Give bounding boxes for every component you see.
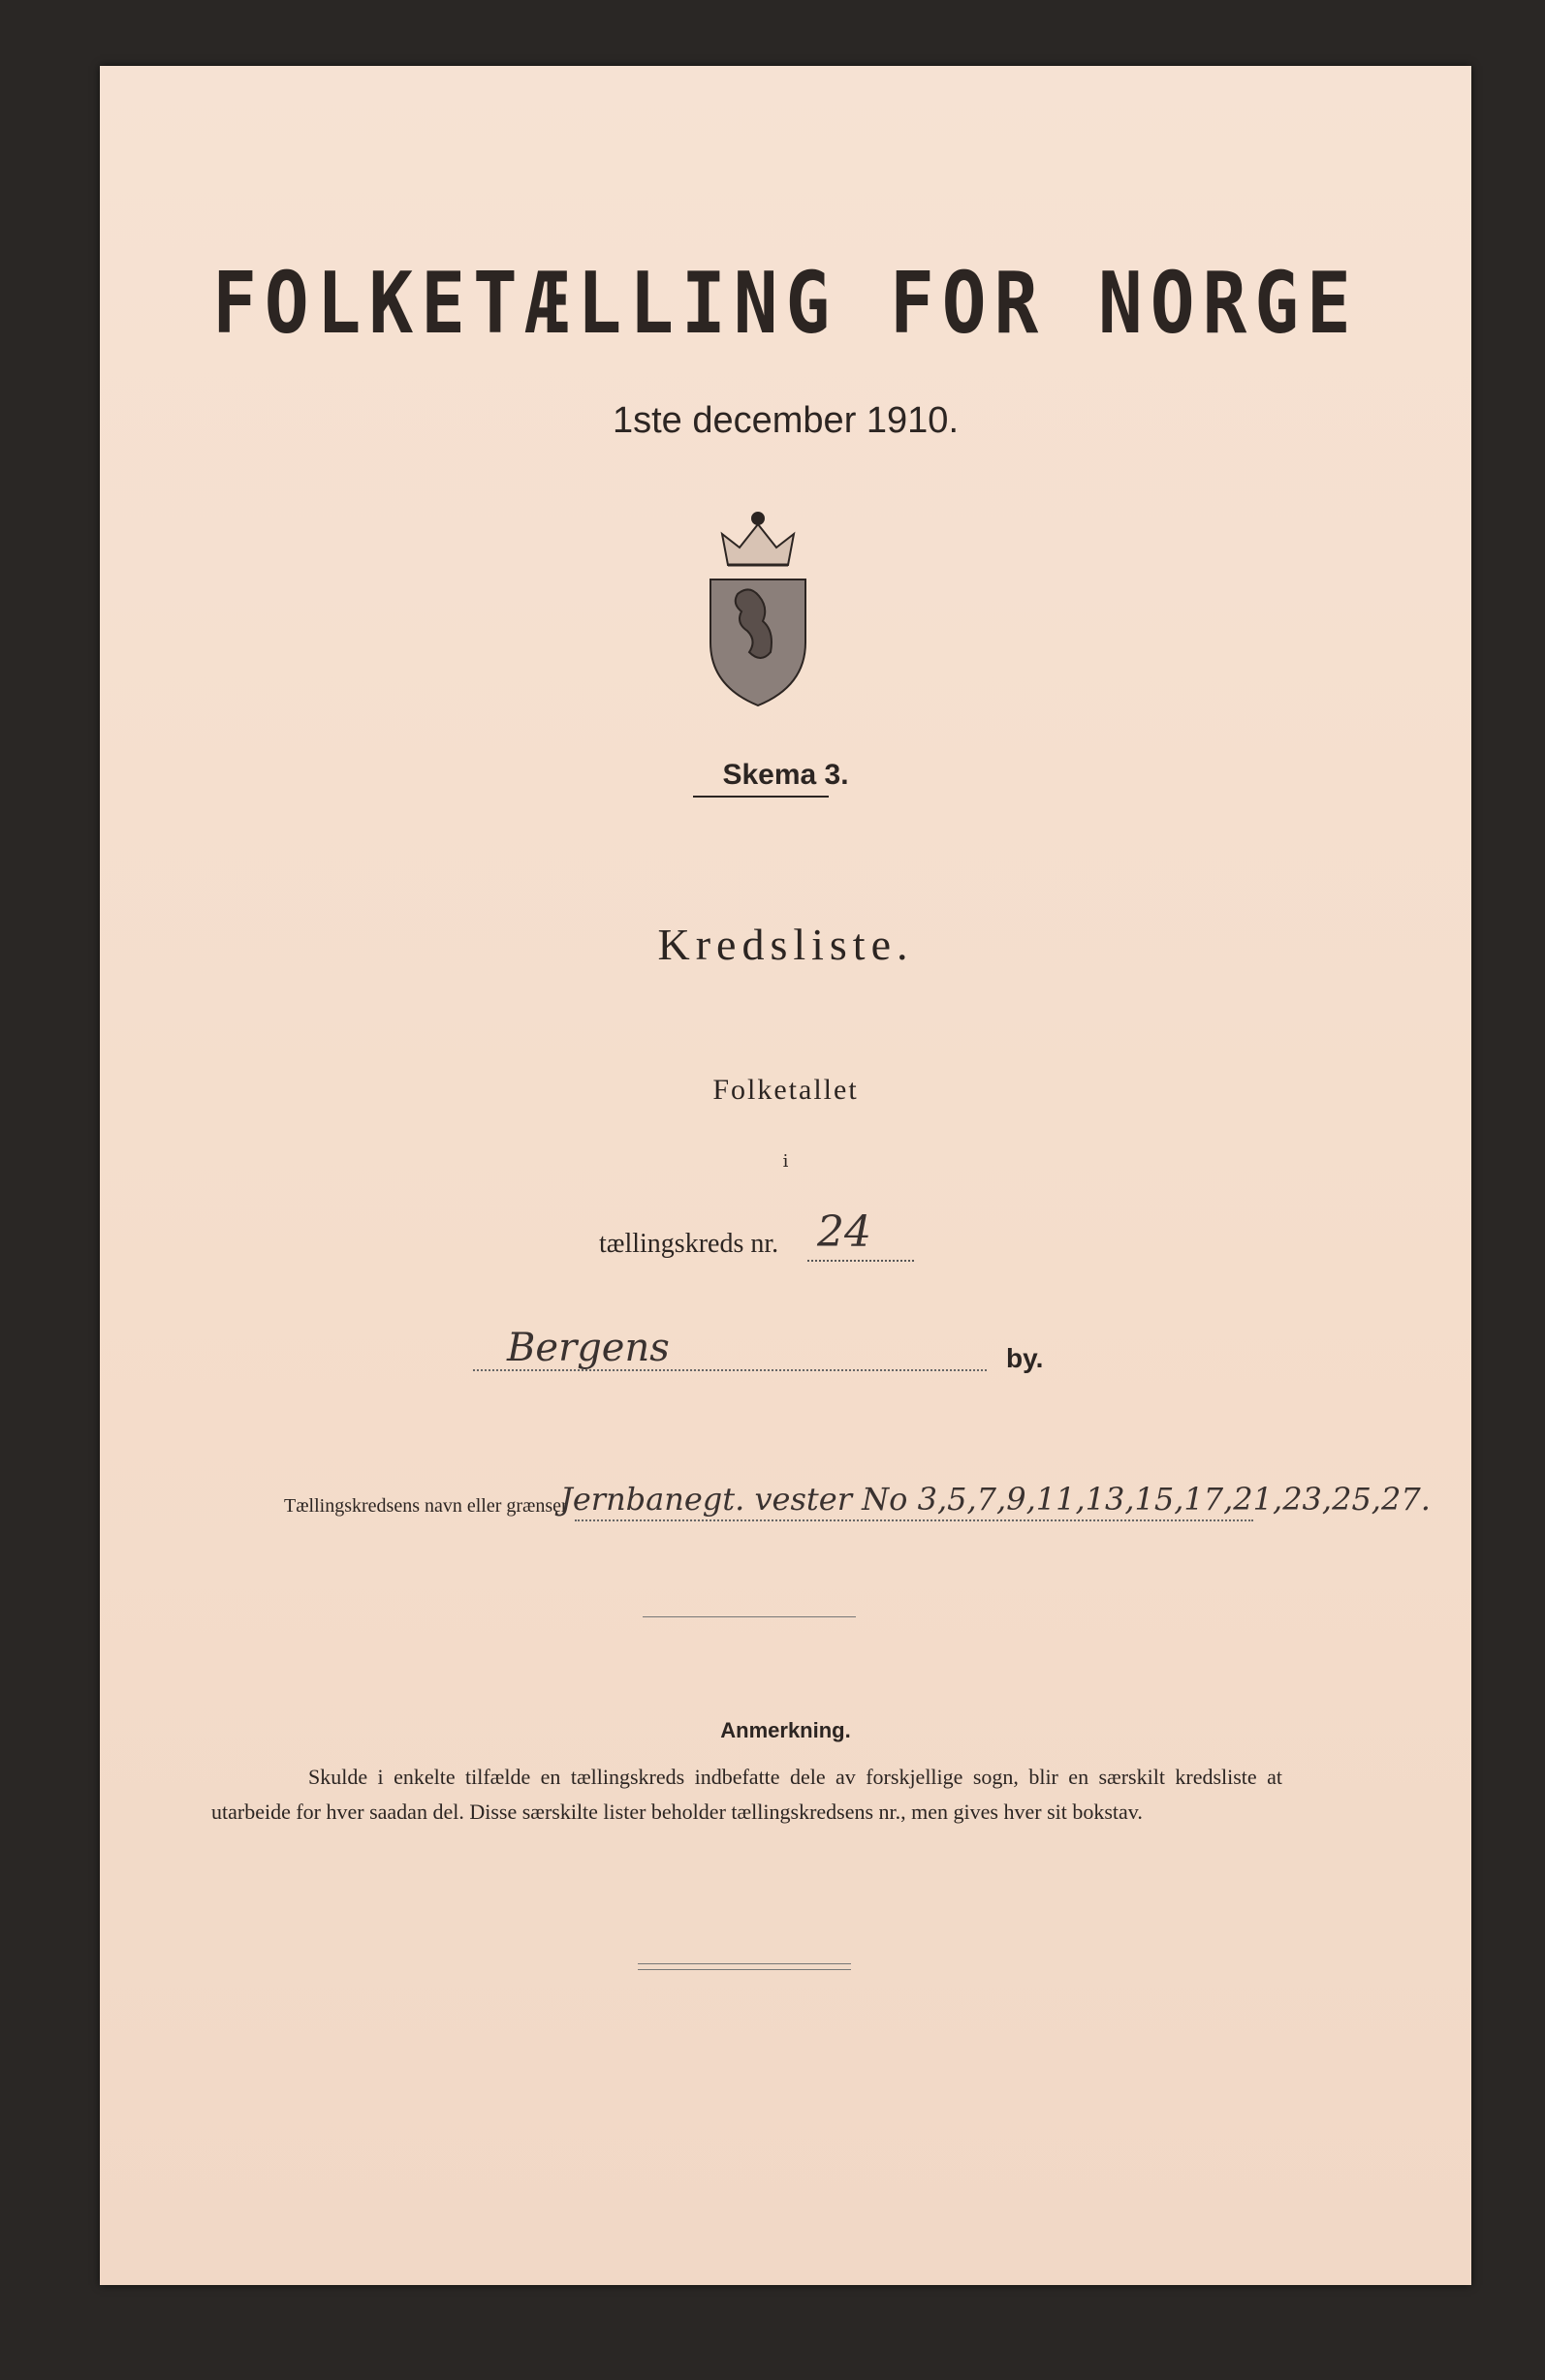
population-label: Folketallet (712, 1074, 859, 1106)
note-heading: Anmerkning. (720, 1718, 851, 1742)
norway-coat-of-arms-icon (699, 507, 817, 710)
census-date: 1ste december 1910. (612, 400, 959, 441)
boundary-value: Jernbanegt. vester No 3,5,7,9,11,13,15,17,21,23,25,27. (560, 1481, 1431, 1518)
form-title: FOLKETÆLLING FOR NORGE (212, 253, 1359, 353)
district-number-line (807, 1260, 914, 1262)
schema-underline (693, 796, 829, 798)
note-text: Skulde i enkelte tilfælde en tællingskreds indbefatte dele av forskjellige sogn, blir en særskilt kredsliste at utarbeide for hver saadan del. Disse særskilte lister beholder tællingskredsens nr., men gives hver sit bokstav. (211, 1765, 1282, 1824)
census-form-page (100, 66, 1471, 2285)
boundary-label: Tællingskredsens navn eller grænser (284, 1495, 568, 1517)
divider (643, 1616, 856, 1617)
city-suffix: by. (1006, 1343, 1044, 1373)
city-value: Bergens (507, 1326, 670, 1370)
double-divider (638, 1963, 851, 1970)
district-label: tællingskreds nr. (599, 1229, 779, 1259)
boundary-line (575, 1519, 1253, 1521)
schema-number: Skema 3. (722, 759, 849, 791)
list-title: Kredsliste. (657, 920, 914, 969)
in-word: i (782, 1151, 789, 1172)
district-number-value: 24 (817, 1207, 871, 1257)
